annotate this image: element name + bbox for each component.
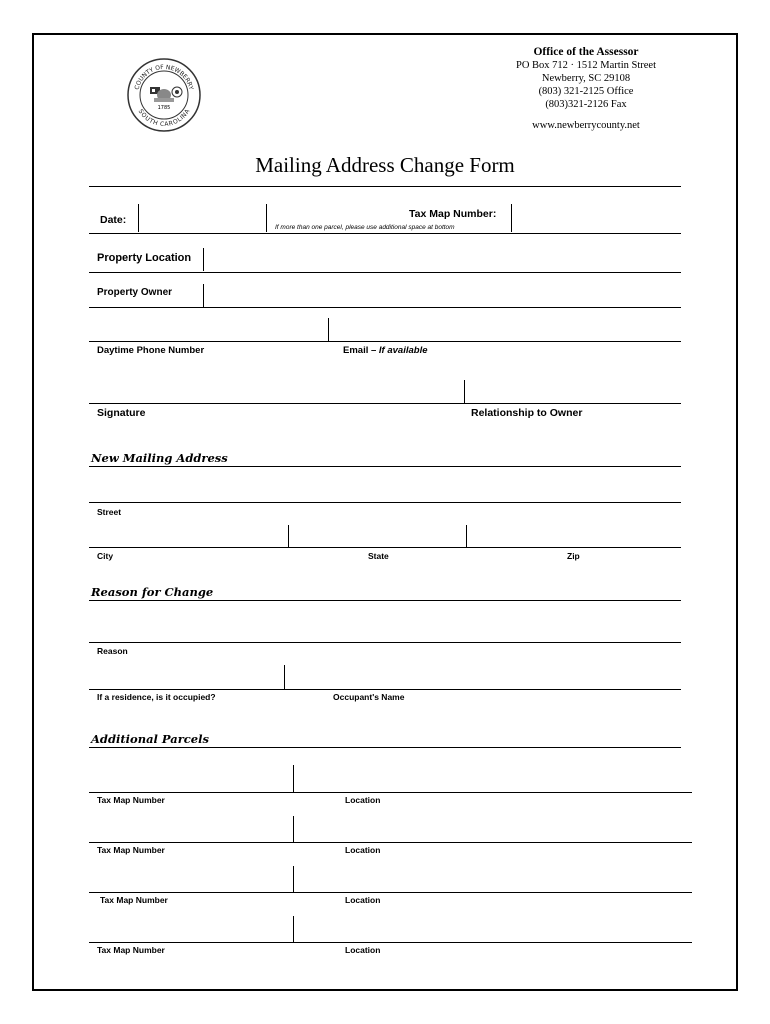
row-rule — [89, 842, 692, 843]
occupied-divider — [284, 665, 285, 689]
parcel-3-location-label: Location — [345, 895, 381, 905]
parcel-4-tax-map-field[interactable] — [89, 916, 292, 942]
daytime-phone-label: Daytime Phone Number — [97, 345, 205, 356]
section-new-mailing-address: New Mailing Address — [91, 451, 228, 465]
seal-top-text: COUNTY OF NEWBERRY — [133, 63, 195, 91]
parcel-2-tax-map-label: Tax Map Number — [97, 845, 165, 855]
row-rule — [89, 272, 681, 273]
city-label: City — [97, 551, 114, 561]
tax-map-number-field[interactable] — [513, 204, 681, 232]
seal-bottom-text: SOUTH CAROLINA — [136, 108, 192, 129]
form-title: Mailing Address Change Form — [255, 153, 515, 177]
row-rule — [89, 942, 692, 943]
date-field[interactable] — [140, 204, 264, 232]
row-rule — [89, 547, 681, 548]
state-field[interactable] — [290, 525, 465, 547]
row-rule — [89, 689, 681, 690]
phone-email-divider — [328, 318, 329, 341]
parcel-3-divider — [293, 866, 294, 892]
office-website: www.newberrycounty.net — [532, 120, 640, 131]
parcel-2-divider — [293, 816, 294, 842]
email-field[interactable] — [330, 318, 681, 341]
parcel-3-tax-map-label: Tax Map Number — [100, 895, 168, 905]
office-name: Office of the Assessor — [533, 46, 639, 58]
section-rule — [89, 466, 681, 467]
parcel-4-location-field[interactable] — [295, 916, 692, 942]
row-rule — [89, 892, 692, 893]
row-rule — [89, 502, 681, 503]
parcel-2-tax-map-field[interactable] — [89, 816, 292, 842]
email-label — [343, 345, 428, 356]
relationship-field[interactable] — [466, 380, 681, 403]
parcel-1-tax-map-field[interactable] — [89, 765, 292, 792]
street-field[interactable] — [89, 480, 681, 502]
relationship-label: Relationship to Owner — [471, 407, 583, 419]
tax-map-number-label: Tax Map Number: — [409, 208, 497, 220]
occupant-name-label: Occupant's Name — [333, 692, 405, 702]
street-label: Street — [97, 507, 122, 517]
city-state-divider — [288, 525, 289, 547]
row-rule — [89, 792, 692, 793]
city-field[interactable] — [89, 525, 287, 547]
residence-occupied-label: If a residence, is it occupied? — [97, 692, 216, 702]
parcel-1-location-label: Location — [345, 795, 381, 805]
office-address-line1: PO Box 712 · 1512 Martin Street — [516, 60, 656, 71]
parcel-1-divider — [293, 765, 294, 792]
zip-field[interactable] — [468, 525, 681, 547]
signature-field[interactable] — [89, 380, 462, 403]
office-fax: (803)321-2126 Fax — [545, 99, 627, 110]
signature-divider — [464, 380, 465, 403]
row-rule — [89, 307, 681, 308]
parcel-3-tax-map-field[interactable] — [89, 866, 292, 892]
state-zip-divider — [466, 525, 467, 547]
tax-map-note: If more than one parcel, please use additional space at bottom — [275, 224, 455, 231]
email-note: If available — [378, 345, 428, 356]
property-location-field[interactable] — [205, 248, 681, 271]
section-rule — [89, 747, 681, 748]
office-phone: (803) 321-2125 Office — [538, 86, 634, 97]
tax-map-field-divider — [511, 204, 512, 232]
parcel-3-location-field[interactable] — [295, 866, 692, 892]
reason-field[interactable] — [89, 616, 681, 642]
office-address-line2: Newberry, SC 29108 — [541, 73, 631, 84]
occupant-name-field[interactable] — [286, 665, 681, 689]
parcel-1-location-field[interactable] — [295, 765, 692, 792]
title-rule — [89, 186, 681, 187]
office-contact-block — [486, 46, 686, 132]
parcel-4-location-label: Location — [345, 945, 381, 955]
row-rule — [89, 341, 681, 342]
parcel-2-location-label: Location — [345, 845, 381, 855]
tax-map-divider — [266, 204, 267, 232]
parcel-2-location-field[interactable] — [295, 816, 692, 842]
property-owner-field[interactable] — [205, 284, 681, 307]
state-label: State — [368, 551, 389, 561]
property-location-divider — [203, 248, 204, 271]
signature-label: Signature — [97, 407, 146, 419]
email-label-text: Email – — [343, 345, 379, 356]
date-label: Date: — [100, 214, 127, 226]
date-divider — [138, 204, 139, 232]
parcel-4-divider — [293, 916, 294, 942]
parcel-1-tax-map-label: Tax Map Number — [97, 795, 165, 805]
row-rule — [89, 233, 681, 234]
row-rule — [89, 642, 681, 643]
residence-occupied-field[interactable] — [89, 665, 283, 689]
reason-label: Reason — [97, 646, 128, 656]
section-rule — [89, 600, 681, 601]
seal-year: 1785 — [157, 105, 171, 111]
row-rule — [89, 403, 681, 404]
zip-label: Zip — [567, 551, 580, 561]
parcel-4-tax-map-label: Tax Map Number — [97, 945, 165, 955]
county-seal-icon — [126, 57, 202, 133]
daytime-phone-field[interactable] — [89, 318, 327, 341]
property-location-label: Property Location — [97, 252, 192, 264]
section-reason-for-change: Reason for Change — [91, 585, 214, 599]
section-additional-parcels: Additional Parcels — [91, 732, 209, 746]
property-owner-divider — [203, 284, 204, 307]
property-owner-label: Property Owner — [97, 287, 173, 298]
